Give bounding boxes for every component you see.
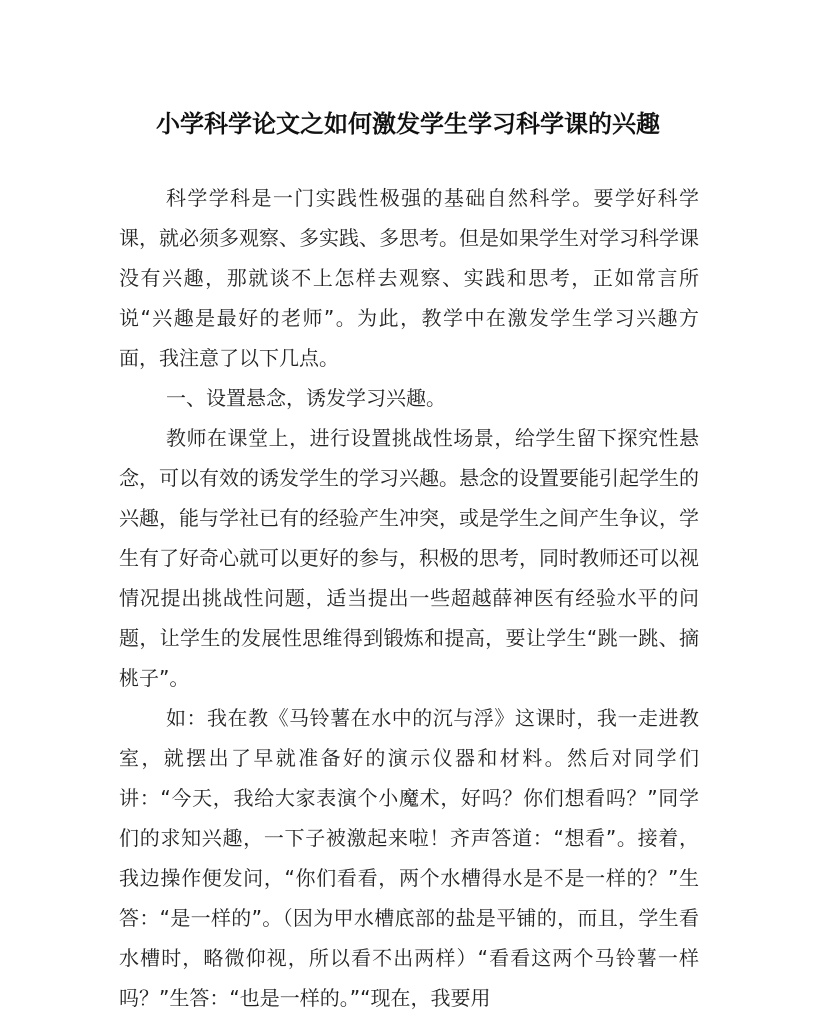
paragraph-suspense: 教师在课堂上，进行设置挑战性场景，给学生留下探究性悬念，可以有效的诱发学生的学习兴趣。悬念的设置要能引起学生的兴趣，能与学社已有的经验产生冲突，或是学生之间产生争议，学生有了好奇心就可以更好的参与，积极的思考，同时教师还可以视情况提出挑战性问题，适当提出一些超越薛神医有经验水平的问题，让学生的发展性思维得到锻炼和提高，要让学生“跳一跳、摘桃子”。 bbox=[119, 426, 699, 690]
document-title: 小学科学论文之如何激发学生学习科学课的兴趣 bbox=[156, 109, 660, 138]
section-heading: 一、设置悬念，诱发学习兴趣。 bbox=[166, 386, 446, 410]
paragraph-intro: 科学学科是一门实践性极强的基础自然科学。要学好科学课，就必须多观察、多实践、多思考。但是如果学生对学习科学课没有兴趣，那就谈不上怎样去观察、实践和思考，正如常言所说“兴趣是最好的老师”。为此，教学中在激发学生学习兴趣方面，我注意了以下几点。 bbox=[119, 186, 699, 370]
paragraph-example: 如：我在教《马铃薯在水中的沉与浮》这课时，我一走进教室，就摆出了早就准备好的演示仪器和材料。然后对同学们讲：“今天，我给大家表演个小魔术，好吗？你们想看吗？”同学们的求知兴趣，一下子被激起来啦！齐声答道：“想看”。接着，我边操作便发问，“你们看看，两个水槽得水是不是一样的？”生答：“是一样的”。（因为甲水槽底部的盐是平铺的，而且，学生看水槽时，略微仰视，所以看不出两样）“看看这两个马铃薯一样吗？”生答：“也是一样的。”“现在，我要用 bbox=[119, 706, 699, 1010]
document-body bbox=[119, 178, 699, 1018]
